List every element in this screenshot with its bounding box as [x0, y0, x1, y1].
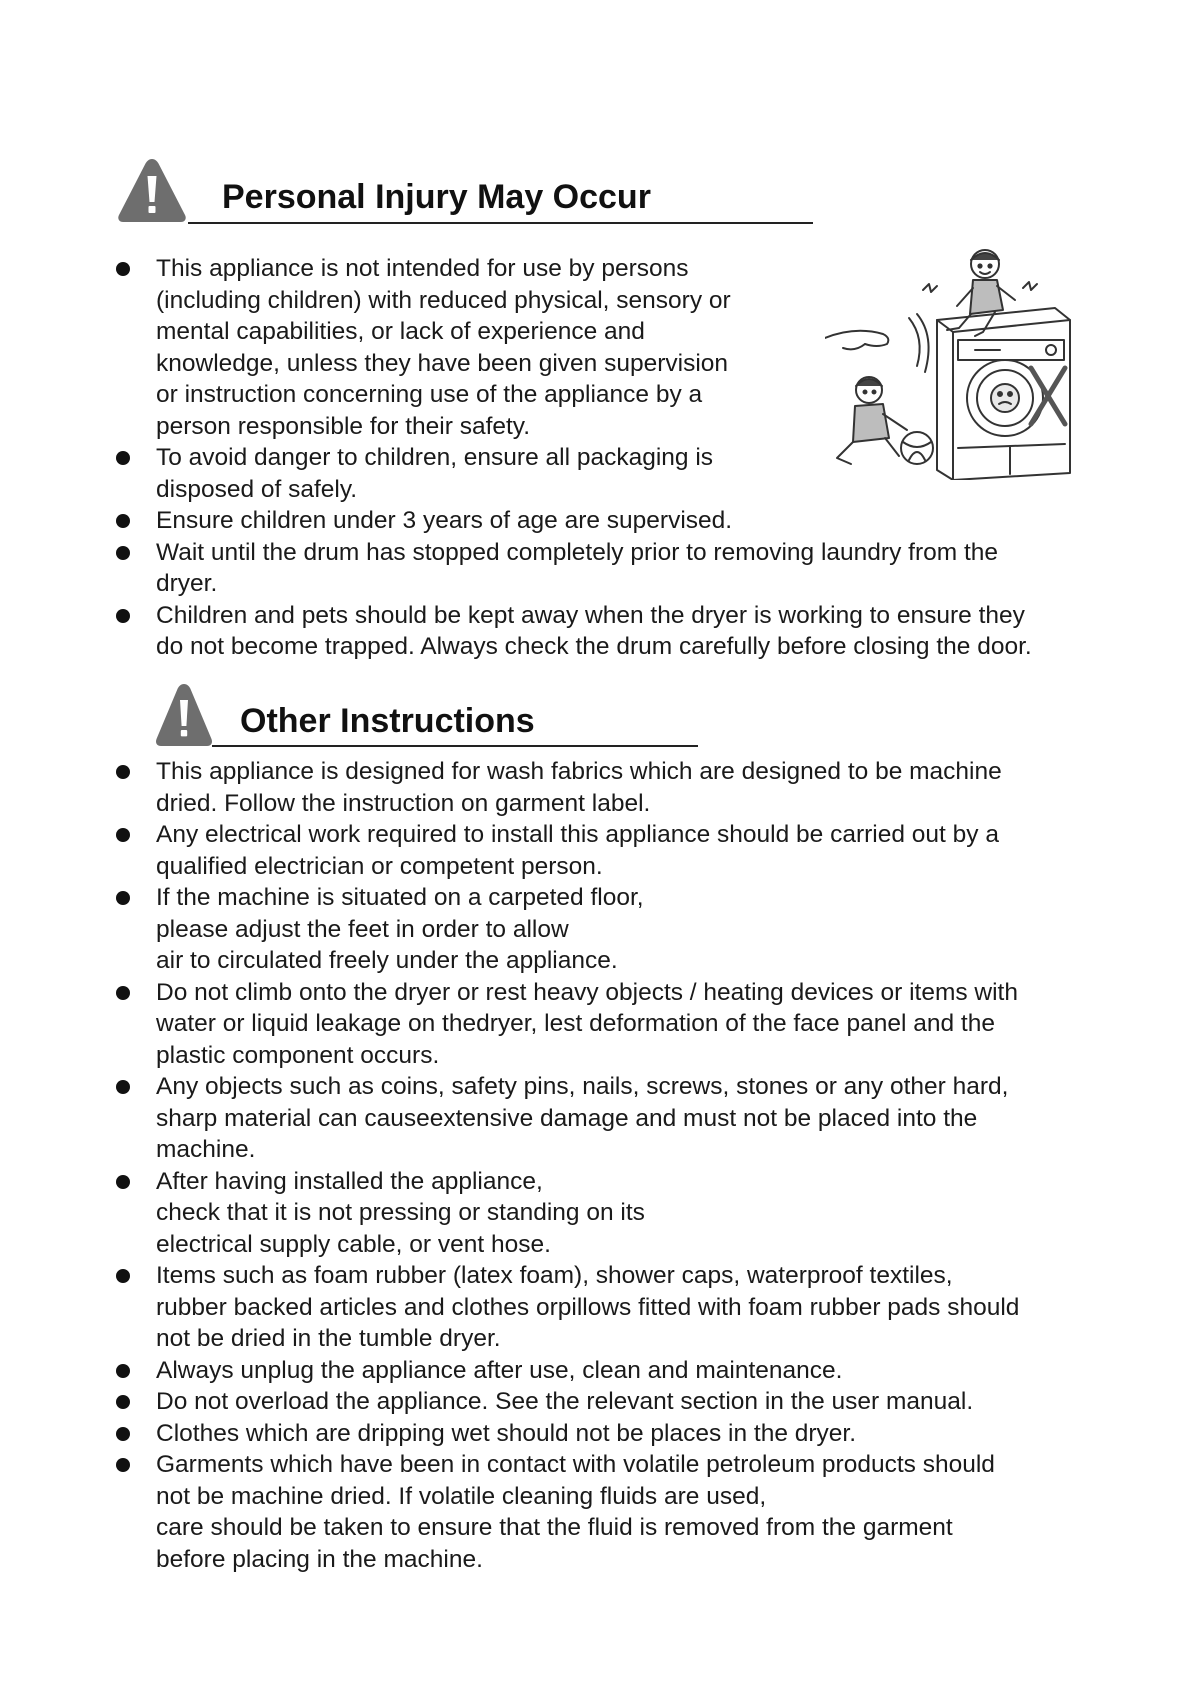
list-item: Clothes which are dripping wet should not be places in the dryer.: [116, 1418, 1116, 1450]
bullet-icon: [116, 1175, 130, 1189]
bullet-icon: [116, 1427, 130, 1441]
list-item: After having installed the appliance, check that it is not pressing or standing on its electrical supply cable, or vent hose.: [116, 1166, 1116, 1261]
list-item: Any electrical work required to install this appliance should be carried out by a qualified electrician or competent person.: [116, 819, 1116, 882]
list-item: This appliance is designed for wash fabrics which are designed to be machine dried. Follow the instruction on garment label.: [116, 756, 1116, 819]
bullet-icon: [116, 262, 130, 276]
section-title: Personal Injury May Occur: [222, 178, 651, 216]
bullet-icon: [116, 765, 130, 779]
bullet-icon: [116, 828, 130, 842]
bullet-icon: [116, 1458, 130, 1472]
list-item: Do not climb onto the dryer or rest heavy objects / heating devices or items with water or liquid leakage on thedryer, lest deformation of the face panel and the plastic component occurs.: [116, 977, 1116, 1072]
section-title: Other Instructions: [240, 702, 535, 740]
other-instructions-list: [116, 756, 1116, 1575]
list-item: Ensure children under 3 years of age are supervised.: [116, 505, 1116, 537]
list-item: If the machine is situated on a carpeted floor, please adjust the feet in order to allow air to circulated freely under the appliance.: [116, 882, 1116, 977]
list-item: To avoid danger to children, ensure all packaging is disposed of safely.: [116, 442, 806, 505]
bullet-icon: [116, 1080, 130, 1094]
list-item: Children and pets should be kept away when the dryer is working to ensure they do not become trapped. Always check the drum carefully before closing the door.: [116, 600, 1116, 663]
bullet-icon: [116, 986, 130, 1000]
bullet-icon: [116, 891, 130, 905]
list-item: Any objects such as coins, safety pins, nails, screws, stones or any other hard, sharp material can causeextensive damage and must not be placed into the machine.: [116, 1071, 1116, 1166]
warning-triangle-icon: [154, 681, 214, 747]
bullet-icon: [116, 1395, 130, 1409]
bullet-icon: [116, 1364, 130, 1378]
children-dryer-hazard-illustration: [825, 248, 1095, 480]
bullet-icon: [116, 546, 130, 560]
header-underline: [212, 745, 698, 747]
list-item: This appliance is not intended for use by persons (including children) with reduced physical, sensory or mental capabilities, or lack of experience and knowledge, unless they have been given supervision or instruction concerning use of the appliance by a person responsible for their safety.: [116, 253, 1116, 442]
bullet-icon: [116, 609, 130, 623]
header-underline: [188, 222, 813, 224]
bullet-icon: [116, 514, 130, 528]
list-item: Items such as foam rubber (latex foam), shower caps, waterproof textiles, rubber backed articles and clothes orpillows fitted with foam rubber pads should not be dried in the tumble dryer.: [116, 1260, 1116, 1355]
list-item: Garments which have been in contact with volatile petroleum products should not be machine dried. If volatile cleaning fluids are used, care should be taken to ensure that the fluid is removed from the garment before placing in the machine.: [116, 1449, 1116, 1575]
list-item: Wait until the drum has stopped completely prior to removing laundry from the dryer.: [116, 537, 1116, 600]
list-item: Do not overload the appliance. See the relevant section in the user manual.: [116, 1386, 1116, 1418]
bullet-icon: [116, 1269, 130, 1283]
bullet-icon: [116, 451, 130, 465]
warning-triangle-icon: [116, 156, 188, 224]
list-item: Always unplug the appliance after use, clean and maintenance.: [116, 1355, 1116, 1387]
